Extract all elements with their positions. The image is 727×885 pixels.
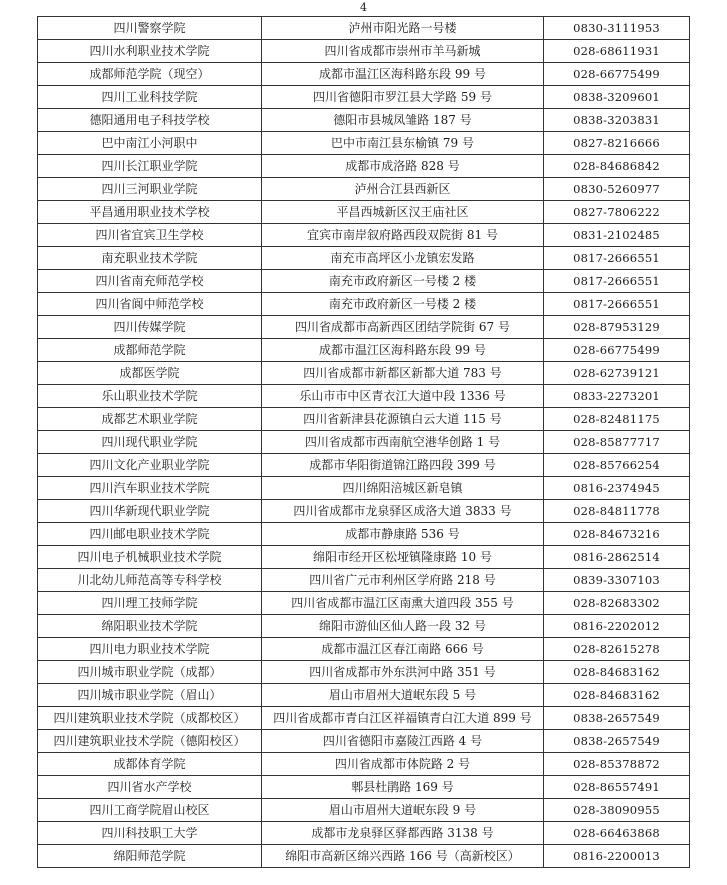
table-row xyxy=(38,615,690,638)
phone-cell: 028-38090955 xyxy=(544,799,690,822)
phone-cell: 0830-3111953 xyxy=(544,17,690,40)
school-name-cell: 巴中南江小河职中 xyxy=(38,132,262,155)
address-cell: 四川省成都市新都区新都大道 783 号 xyxy=(262,362,544,385)
school-name-cell: 四川汽车职业技术学院 xyxy=(38,477,262,500)
school-name-cell: 绵阳师范学院 xyxy=(38,845,262,868)
table-row xyxy=(38,86,690,109)
address-cell: 绵阳市高新区绵兴西路 166 号（高新校区） xyxy=(262,845,544,868)
table-row xyxy=(38,799,690,822)
address-cell: 四川省广元市利州区学府路 218 号 xyxy=(262,569,544,592)
table-row xyxy=(38,638,690,661)
school-name-cell: 四川电子机械职业技术学院 xyxy=(38,546,262,569)
address-cell: 四川省成都市温江区南熏大道四段 355 号 xyxy=(262,592,544,615)
address-cell: 泸州市阳光路一号楼 xyxy=(262,17,544,40)
address-cell: 成都市温江区海科路东段 99 号 xyxy=(262,63,544,86)
school-name-cell: 成都艺术职业学院 xyxy=(38,408,262,431)
phone-cell: 0817-2666551 xyxy=(544,247,690,270)
address-cell: 南充市高坪区小龙镇宏发路 xyxy=(262,247,544,270)
phone-cell: 0827-8216666 xyxy=(544,132,690,155)
school-name-cell: 四川电力职业技术学院 xyxy=(38,638,262,661)
school-name-cell: 四川传媒学院 xyxy=(38,316,262,339)
phone-cell: 028-66775499 xyxy=(544,63,690,86)
phone-cell: 028-84683162 xyxy=(544,684,690,707)
phone-cell: 0816-2202012 xyxy=(544,615,690,638)
address-cell: 四川省成都市龙泉驿区成洛大道 3833 号 xyxy=(262,500,544,523)
table-row xyxy=(38,753,690,776)
table-row xyxy=(38,684,690,707)
table-row xyxy=(38,500,690,523)
school-name-cell: 南充职业技术学院 xyxy=(38,247,262,270)
address-cell: 四川省德阳市嘉陵江西路 4 号 xyxy=(262,730,544,753)
school-name-cell: 四川省阆中师范学校 xyxy=(38,293,262,316)
table-row xyxy=(38,132,690,155)
address-cell: 成都市成洛路 828 号 xyxy=(262,155,544,178)
school-name-cell: 四川邮电职业技术学院 xyxy=(38,523,262,546)
table-row xyxy=(38,477,690,500)
address-cell: 南充市政府新区一号楼 2 楼 xyxy=(262,293,544,316)
table-row xyxy=(38,408,690,431)
school-name-cell: 四川现代职业学院 xyxy=(38,431,262,454)
school-name-cell: 川北幼儿师范高等专科学校 xyxy=(38,569,262,592)
phone-cell: 028-85378872 xyxy=(544,753,690,776)
school-name-cell: 四川工业科技学院 xyxy=(38,86,262,109)
address-cell: 郫县杜鹃路 169 号 xyxy=(262,776,544,799)
school-name-cell: 四川建筑职业技术学院（成都校区） xyxy=(38,707,262,730)
table-row xyxy=(38,109,690,132)
table-row xyxy=(38,224,690,247)
table-row xyxy=(38,178,690,201)
table-row xyxy=(38,385,690,408)
address-cell: 德阳市县城凤雏路 187 号 xyxy=(262,109,544,132)
address-cell: 成都市华阳街道锦江路四段 399 号 xyxy=(262,454,544,477)
table-row xyxy=(38,155,690,178)
school-name-cell: 四川城市职业学院（眉山） xyxy=(38,684,262,707)
phone-cell: 0833-2273201 xyxy=(544,385,690,408)
school-name-cell: 成都医学院 xyxy=(38,362,262,385)
address-cell: 南充市政府新区一号楼 2 楼 xyxy=(262,270,544,293)
table-row xyxy=(38,293,690,316)
table-row xyxy=(38,822,690,845)
phone-cell: 0817-2666551 xyxy=(544,270,690,293)
phone-cell: 028-82683302 xyxy=(544,592,690,615)
phone-cell: 0830-5260977 xyxy=(544,178,690,201)
school-name-cell: 四川文化产业职业学院 xyxy=(38,454,262,477)
table-row xyxy=(38,431,690,454)
table-body xyxy=(38,17,690,868)
table-row xyxy=(38,201,690,224)
school-name-cell: 成都师范学院 xyxy=(38,339,262,362)
phone-cell: 0816-2374945 xyxy=(544,477,690,500)
school-name-cell: 绵阳职业技术学院 xyxy=(38,615,262,638)
phone-cell: 0838-3203831 xyxy=(544,109,690,132)
table-row xyxy=(38,523,690,546)
address-cell: 四川省成都市高新西区团结学院街 67 号 xyxy=(262,316,544,339)
school-name-cell: 乐山职业技术学院 xyxy=(38,385,262,408)
phone-cell: 0838-2657549 xyxy=(544,730,690,753)
address-cell: 四川省成都市西南航空港华创路 1 号 xyxy=(262,431,544,454)
phone-cell: 028-84673216 xyxy=(544,523,690,546)
phone-cell: 028-84686842 xyxy=(544,155,690,178)
address-cell: 泸州合江县西新区 xyxy=(262,178,544,201)
school-name-cell: 四川工商学院眉山校区 xyxy=(38,799,262,822)
table-row xyxy=(38,569,690,592)
address-cell: 乐山市市中区青衣江大道中段 1336 号 xyxy=(262,385,544,408)
address-cell: 四川绵阳涪城区新皂镇 xyxy=(262,477,544,500)
school-name-cell: 四川三河职业学院 xyxy=(38,178,262,201)
phone-cell: 0827-7806222 xyxy=(544,201,690,224)
address-cell: 眉山市眉州大道岷东段 5 号 xyxy=(262,684,544,707)
school-name-cell: 四川省宜宾卫生学校 xyxy=(38,224,262,247)
phone-cell: 0838-3209601 xyxy=(544,86,690,109)
school-name-cell: 四川城市职业学院（成都） xyxy=(38,661,262,684)
address-cell: 四川省成都市青白江区祥福镇青白江大道 899 号 xyxy=(262,707,544,730)
phone-cell: 028-84811778 xyxy=(544,500,690,523)
phone-cell: 028-84683162 xyxy=(544,661,690,684)
table-row xyxy=(38,776,690,799)
school-name-cell: 成都师范学院（现空） xyxy=(38,63,262,86)
school-name-cell: 四川华新现代职业学院 xyxy=(38,500,262,523)
phone-cell: 0816-2200013 xyxy=(544,845,690,868)
table-row xyxy=(38,17,690,40)
table-row xyxy=(38,454,690,477)
phone-cell: 028-62739121 xyxy=(544,362,690,385)
table-row xyxy=(38,661,690,684)
phone-cell: 028-85877717 xyxy=(544,431,690,454)
address-cell: 四川省成都市体院路 2 号 xyxy=(262,753,544,776)
phone-cell: 028-85766254 xyxy=(544,454,690,477)
phone-cell: 028-82615278 xyxy=(544,638,690,661)
address-cell: 平昌西城新区汉王庙社区 xyxy=(262,201,544,224)
school-contact-table xyxy=(37,16,690,868)
table-row xyxy=(38,247,690,270)
phone-cell: 028-87953129 xyxy=(544,316,690,339)
phone-cell: 0838-2657549 xyxy=(544,707,690,730)
phone-cell: 028-86557491 xyxy=(544,776,690,799)
school-name-cell: 德阳通用电子科技学校 xyxy=(38,109,262,132)
table-row xyxy=(38,707,690,730)
page-number: 4 xyxy=(360,1,367,14)
table-row xyxy=(38,730,690,753)
table-row xyxy=(38,362,690,385)
table-row xyxy=(38,316,690,339)
address-cell: 四川省成都市崇州市羊马新城 xyxy=(262,40,544,63)
school-name-cell: 四川建筑职业技术学院（德阳校区） xyxy=(38,730,262,753)
phone-cell: 0839-3307103 xyxy=(544,569,690,592)
address-cell: 绵阳市经开区松垭镇隆康路 10 号 xyxy=(262,546,544,569)
address-cell: 宜宾市南岸叙府路西段双院街 81 号 xyxy=(262,224,544,247)
phone-cell: 028-66775499 xyxy=(544,339,690,362)
school-name-cell: 四川省水产学校 xyxy=(38,776,262,799)
address-cell: 巴中市南江县东榆镇 79 号 xyxy=(262,132,544,155)
school-name-cell: 四川警察学院 xyxy=(38,17,262,40)
address-cell: 成都市温江区春江南路 666 号 xyxy=(262,638,544,661)
address-cell: 成都市温江区海科路东段 99 号 xyxy=(262,339,544,362)
table-row xyxy=(38,40,690,63)
address-cell: 四川省成都市外东洪河中路 351 号 xyxy=(262,661,544,684)
address-cell: 成都市静康路 536 号 xyxy=(262,523,544,546)
phone-cell: 0817-2666551 xyxy=(544,293,690,316)
phone-cell: 028-66463868 xyxy=(544,822,690,845)
school-name-cell: 平昌通用职业技术学校 xyxy=(38,201,262,224)
table-row xyxy=(38,339,690,362)
phone-cell: 028-68611931 xyxy=(544,40,690,63)
table-row xyxy=(38,63,690,86)
address-cell: 眉山市眉州大道岷东段 9 号 xyxy=(262,799,544,822)
table-row xyxy=(38,546,690,569)
address-cell: 成都市龙泉驿区驿都西路 3138 号 xyxy=(262,822,544,845)
phone-cell: 028-82481175 xyxy=(544,408,690,431)
address-cell: 四川省德阳市罗江县大学路 59 号 xyxy=(262,86,544,109)
address-cell: 四川省新津县花源镇白云大道 115 号 xyxy=(262,408,544,431)
address-cell: 绵阳市游仙区仙人路一段 32 号 xyxy=(262,615,544,638)
school-name-cell: 四川长江职业学院 xyxy=(38,155,262,178)
school-name-cell: 四川科技职工大学 xyxy=(38,822,262,845)
table-row xyxy=(38,270,690,293)
school-name-cell: 四川理工技师学院 xyxy=(38,592,262,615)
school-name-cell: 四川省南充师范学校 xyxy=(38,270,262,293)
school-name-cell: 四川水利职业技术学院 xyxy=(38,40,262,63)
phone-cell: 0831-2102485 xyxy=(544,224,690,247)
phone-cell: 0816-2862514 xyxy=(544,546,690,569)
school-name-cell: 成都体育学院 xyxy=(38,753,262,776)
table-row xyxy=(38,592,690,615)
table-row xyxy=(38,845,690,868)
